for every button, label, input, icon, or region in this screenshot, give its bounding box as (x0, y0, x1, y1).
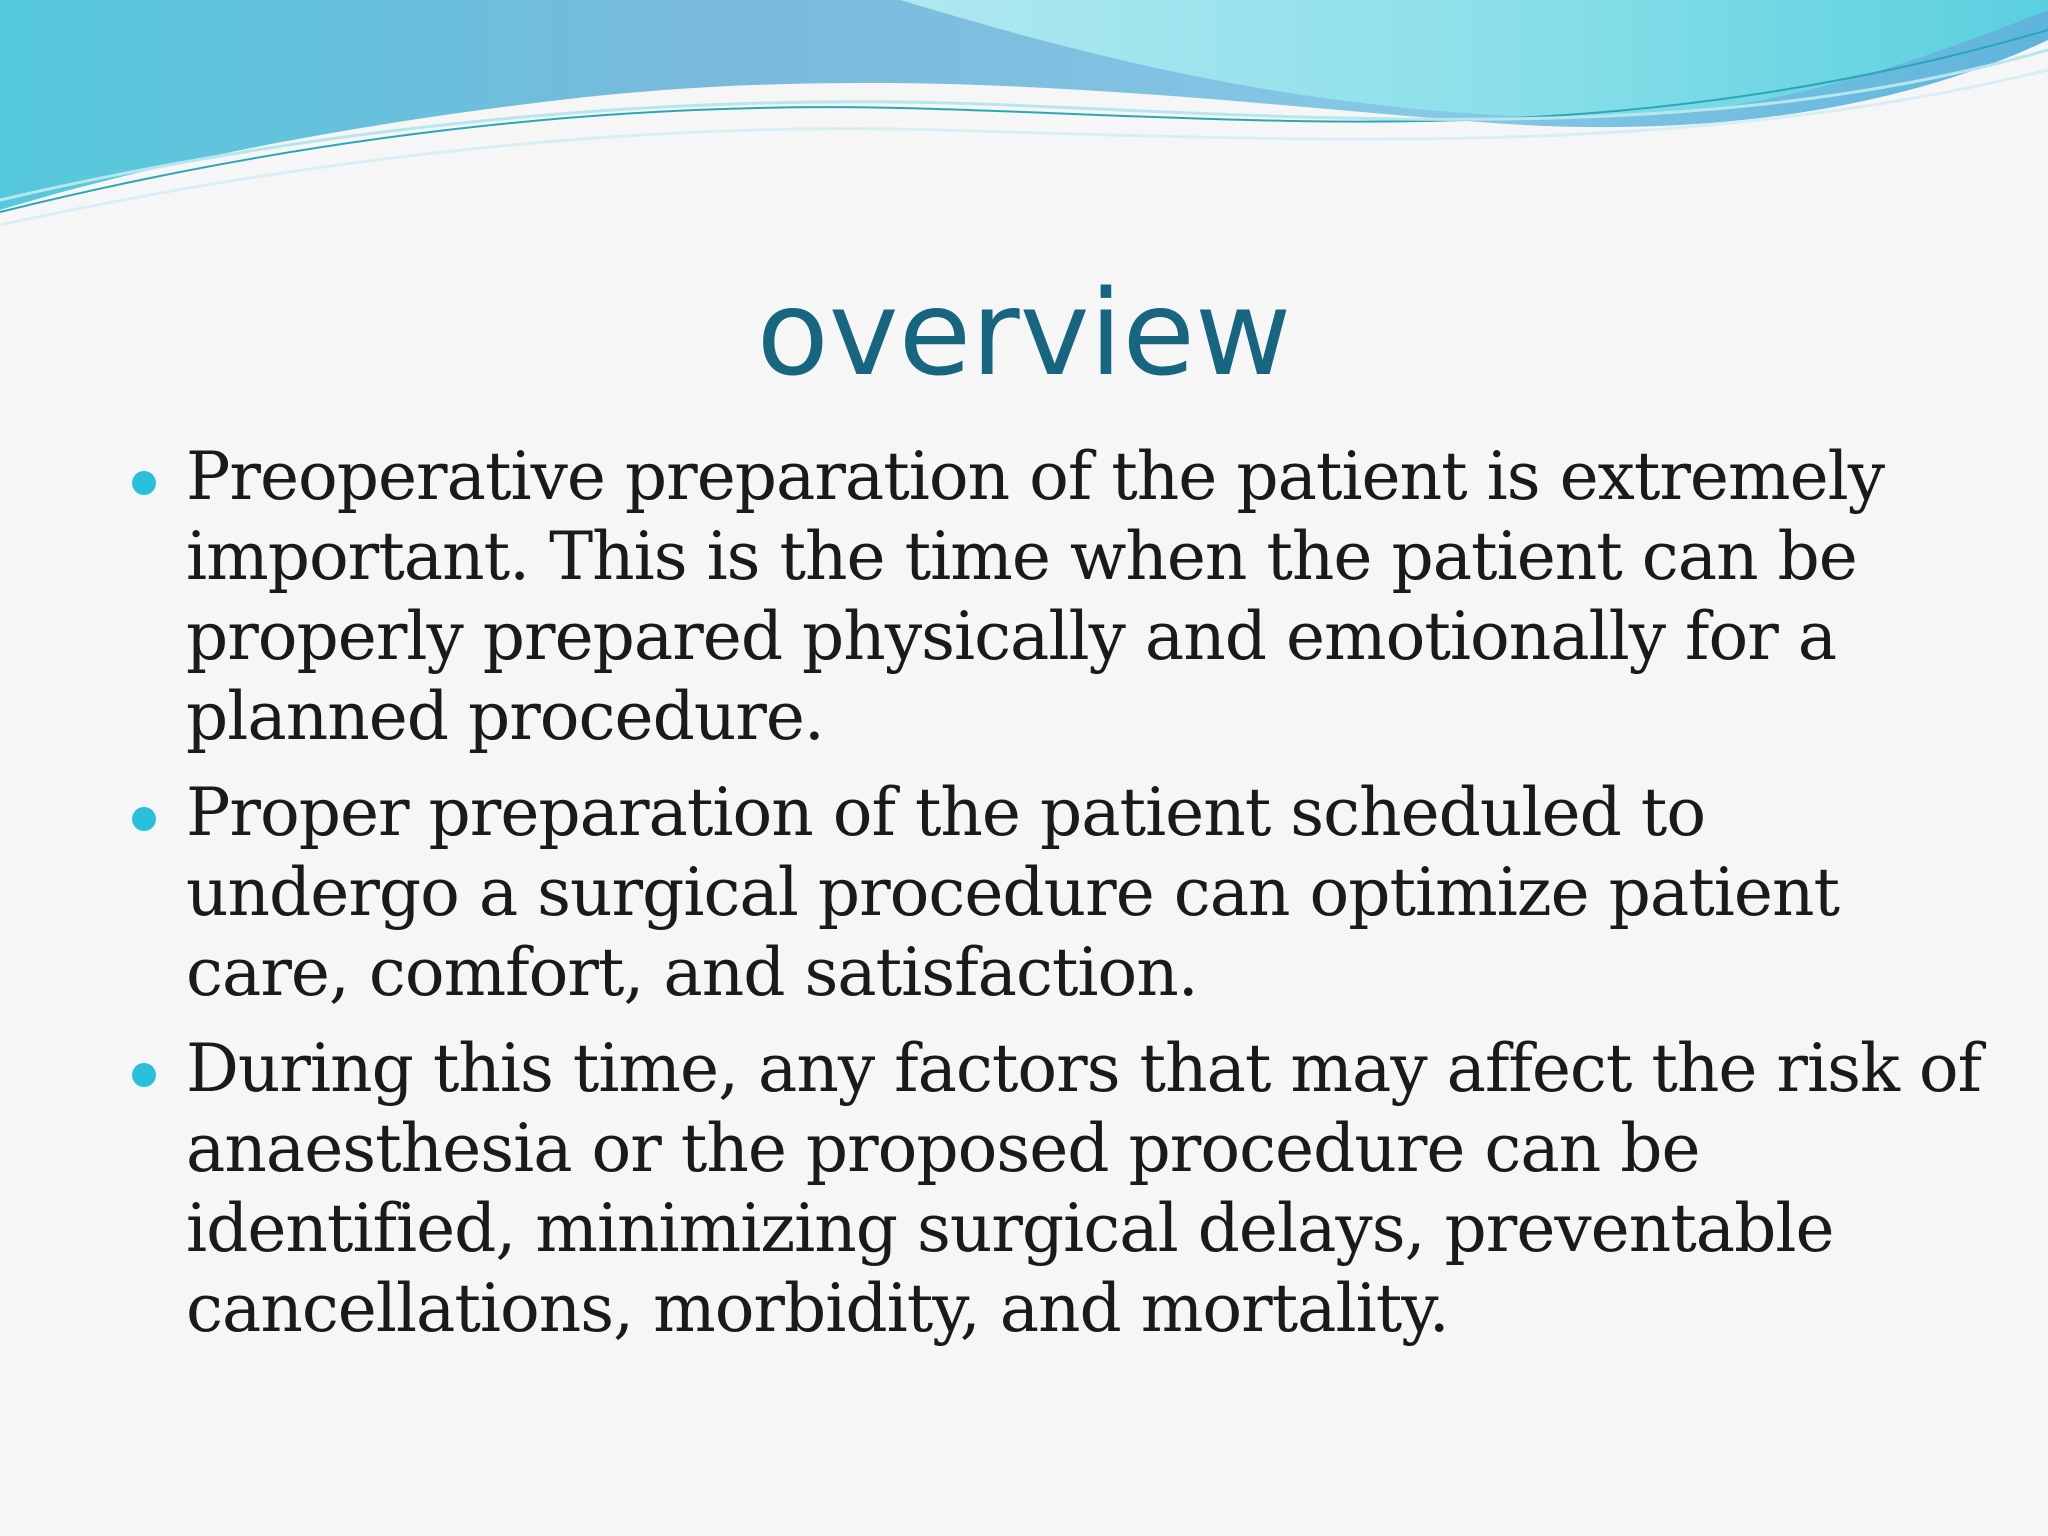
decorative-wave-header (0, 0, 2048, 240)
bullet-text: During this time, any factors that may affect the risk of anaesthesia or the proposed procedure can be identified, minimizing surgical delays, preventable cancellations, morbidity, and mortality. (186, 1030, 1982, 1347)
list-item (128, 437, 1988, 757)
list-item (128, 1029, 1988, 1349)
bullet-text: Proper preparation of the patient scheduled to undergo a surgical procedure can optimize patient care, comfort, and satisfaction. (186, 774, 1839, 1011)
bullet-dot-icon (132, 471, 156, 495)
list-item (128, 773, 1988, 1013)
bullet-text: Preoperative preparation of the patient is extremely important. This is the time when the patient can be properly prepared physically and emotionally for a planned procedure. (186, 438, 1885, 755)
slide-title: overview (756, 264, 1292, 402)
bullet-dot-icon (132, 1063, 156, 1087)
bullet-dot-icon (132, 807, 156, 831)
bullet-list (128, 437, 1988, 1365)
